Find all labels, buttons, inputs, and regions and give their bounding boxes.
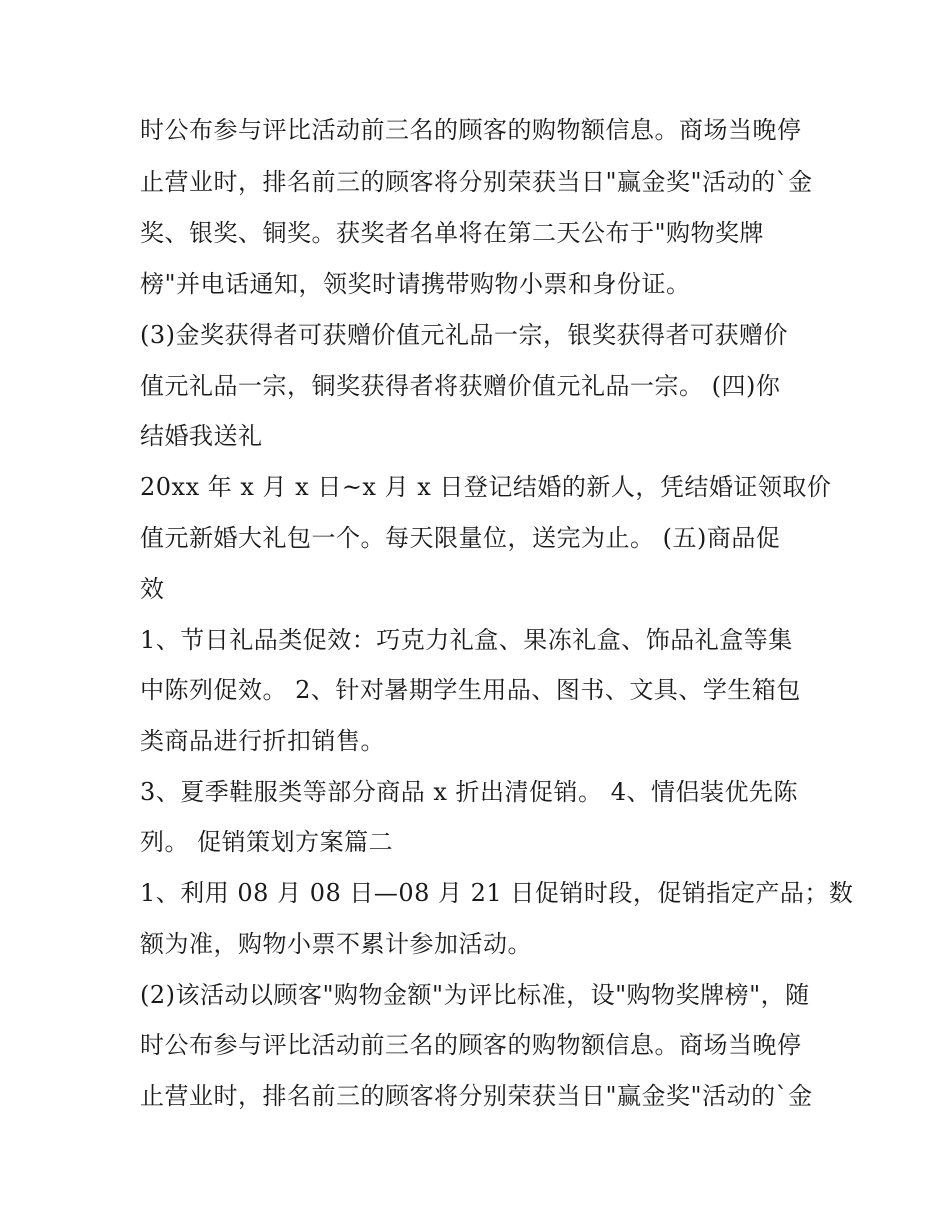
text-line: 结婚我送礼: [140, 422, 263, 450]
text-line: 时公布参与评比活动前三名的顾客的购物额信息。商场当晚停: [140, 116, 802, 144]
text-line: 中陈列促效。 2、针对暑期学生用品、图书、文具、学生箱包: [140, 676, 801, 704]
text-line: 3、夏季鞋服类等部分商品 x 折出清促销。 4、情侣装优先陈: [140, 778, 798, 806]
text-line: 奖、银奖、铜奖。获奖者名单将在第二天公布于"购物奖牌: [140, 219, 765, 247]
text-line: 值元礼品一宗，铜奖获得者将获赠价值元礼品一宗。 (四)你: [140, 372, 781, 400]
text-line: 额为准，购物小票不累计参加活动。: [140, 930, 532, 958]
text-line: (2)该活动以顾客"购物金额"为评比标准，设"购物奖牌榜"，随: [140, 981, 810, 1009]
text-line: (3)金奖获得者可获赠价值元礼品一宗，银奖获得者可获赠价: [140, 321, 788, 349]
text-line: 止营业时，排名前三的顾客将分别荣获当日"赢金奖"活动的`金: [140, 1082, 813, 1110]
text-line: 20xx 年 x 月 x 日~x 月 x 日登记结婚的新人，凭结婚证领取价: [140, 473, 832, 501]
text-line: 列。 促销策划方案篇二: [140, 828, 394, 856]
text-line: 值元新婚大礼包一个。每天限量位，送完为止。 (五)商品促: [140, 524, 781, 552]
text-line: 1、节日礼品类促效：巧克力礼盒、果冻礼盒、饰品礼盒等集: [140, 626, 793, 654]
text-line: 时公布参与评比活动前三名的顾客的购物额信息。商场当晚停: [140, 1031, 802, 1059]
text-line: 类商品进行折扣销售。: [140, 727, 385, 755]
text-line: 榜"并电话通知，领奖时请携带购物小票和身份证。: [140, 270, 691, 298]
text-line: 1、利用 08 月 08 日—08 月 21 日促销时段，促销指定产品；数: [140, 879, 854, 907]
text-line: 止营业时，排名前三的顾客将分别荣获当日"赢金奖"活动的`金: [140, 168, 813, 196]
text-line: 效: [140, 575, 165, 603]
